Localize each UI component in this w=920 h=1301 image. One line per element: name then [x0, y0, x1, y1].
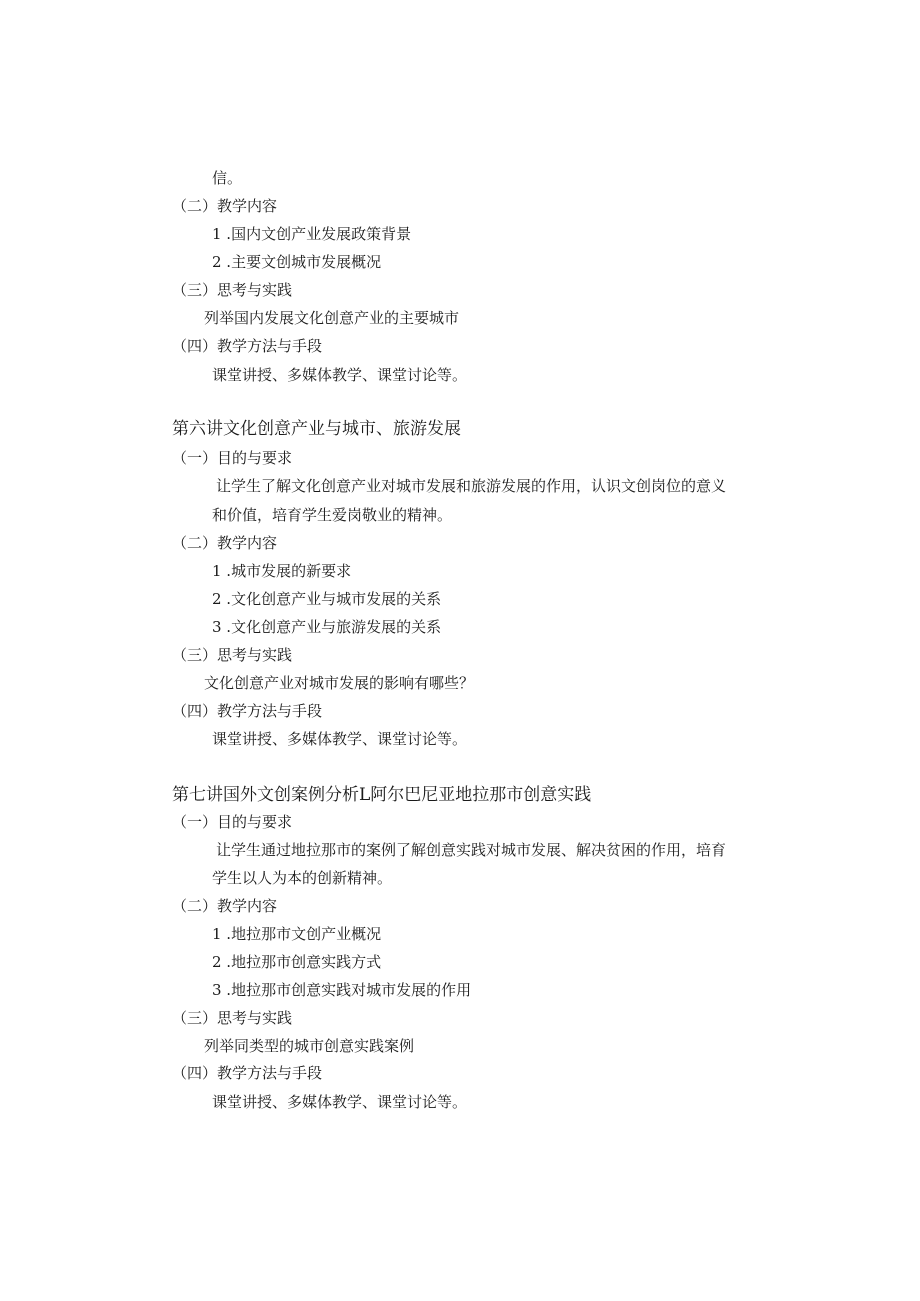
section-thinking-practice: （三）思考与实践 — [172, 646, 293, 664]
content-item-1: 1 .国内文创产业发展政策背景 — [212, 225, 412, 243]
methods-text: 课堂讲授、多媒体教学、课堂讨论等。 — [212, 1093, 468, 1111]
section-thinking-practice: （三）思考与实践 — [172, 281, 293, 299]
objectives-text-line1: 让学生了解文化创意产业对城市发展和旅游发展的作用，认识文创岗位的意义 — [216, 477, 727, 495]
content-item-2: 2 .文化创意产业与城市发展的关系 — [212, 590, 442, 608]
section-objectives: （一）目的与要求 — [172, 449, 293, 467]
practice-text: 列举同类型的城市创意实践案例 — [204, 1037, 415, 1055]
content-item-2: 2 .地拉那市创意实践方式 — [212, 953, 382, 971]
content-item-1: 1 .地拉那市文创产业概况 — [212, 925, 382, 943]
methods-text: 课堂讲授、多媒体教学、课堂讨论等。 — [212, 366, 468, 384]
section-teaching-methods: （四）教学方法与手段 — [172, 702, 323, 720]
section-objectives: （一）目的与要求 — [172, 813, 293, 831]
methods-text: 课堂讲授、多媒体教学、课堂讨论等。 — [212, 730, 468, 748]
content-item-3: 3 .地拉那市创意实践对城市发展的作用 — [212, 981, 472, 999]
section-teaching-methods: （四）教学方法与手段 — [172, 1064, 323, 1082]
practice-text: 文化创意产业对城市发展的影响有哪些？ — [204, 674, 475, 692]
lecture-7-title: 第七讲国外文创案例分析L阿尔巴尼亚地拉那市创意实践 — [172, 785, 592, 805]
content-item-3: 3 .文化创意产业与旅游发展的关系 — [212, 618, 442, 636]
section-teaching-content: （二）教学内容 — [172, 897, 278, 915]
section-teaching-content: （二）教学内容 — [172, 197, 278, 215]
objectives-text-line1: 让学生通过地拉那市的案例了解创意实践对城市发展、解决贫困的作用，培育 — [216, 841, 727, 859]
content-item-2: 2 .主要文创城市发展概况 — [212, 253, 382, 271]
practice-text: 列举国内发展文化创意产业的主要城市 — [204, 309, 460, 327]
continued-text: 信。 — [212, 169, 243, 187]
section-teaching-content: （二）教学内容 — [172, 534, 278, 552]
section-thinking-practice: （三）思考与实践 — [172, 1009, 293, 1027]
lecture-6-title: 第六讲文化创意产业与城市、旅游发展 — [172, 419, 461, 439]
objectives-text-line2: 和价值，培育学生爱岗敬业的精神。 — [212, 506, 453, 524]
section-teaching-methods: （四）教学方法与手段 — [172, 337, 323, 355]
objectives-text-line2: 学生以人为本的创新精神。 — [212, 869, 393, 887]
content-item-1: 1 .城市发展的新要求 — [212, 562, 352, 580]
